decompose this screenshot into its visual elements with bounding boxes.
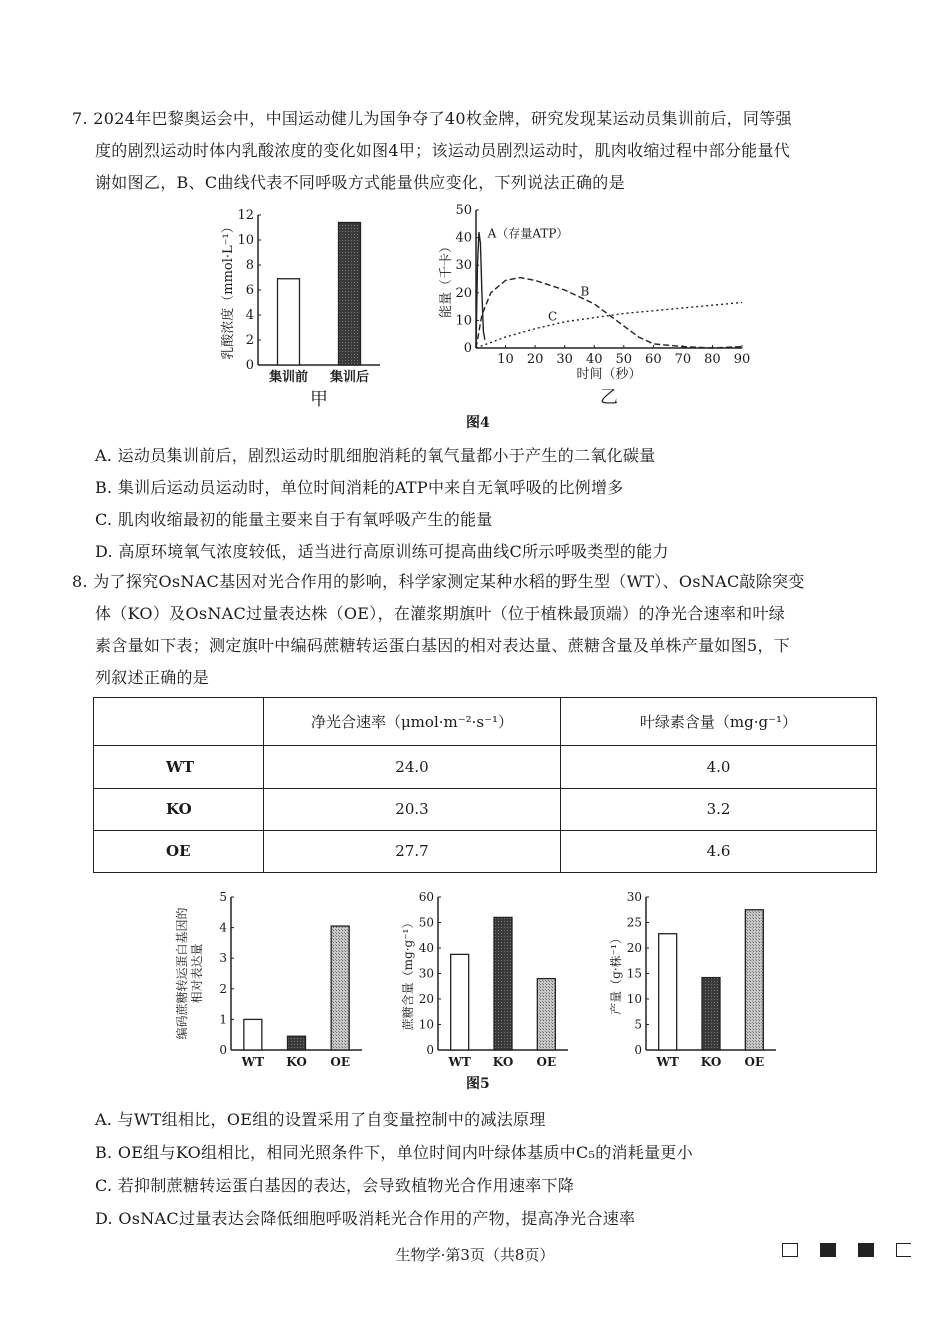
series-label: C — [547, 309, 558, 324]
y-tick-label: 5 — [634, 1017, 642, 1032]
y-tick-label: 0 — [463, 341, 472, 356]
y-tick-label: 20 — [626, 941, 642, 955]
y-axis-label: 能量（千卡） — [439, 239, 454, 319]
x-tick-label: WT — [656, 1055, 679, 1069]
bar-KO — [702, 978, 720, 1050]
x-tick-label: OE — [744, 1055, 765, 1069]
y-axis-label: 编码蔗糖转运蛋白基因的 — [175, 907, 189, 1040]
x-tick-label: 60 — [645, 352, 662, 367]
bar-WT — [659, 934, 677, 1050]
y-tick-label: 10 — [626, 992, 642, 1006]
y-tick-label: 4 — [245, 308, 254, 323]
y-tick-label: 25 — [626, 915, 642, 930]
y-tick-label: 8 — [245, 258, 254, 273]
y-tick-label: 2 — [245, 333, 254, 348]
option-d: D. OsNAC过量表达会降低细胞呼吸消耗光合作用的产物，提高净光合速率 — [95, 1209, 636, 1228]
series-label: A（存量ATP） — [487, 226, 569, 241]
table-cell: KO — [94, 788, 264, 830]
table-cell: 3.2 — [561, 788, 877, 830]
y-tick-label: 20 — [455, 285, 472, 301]
question-text: 列叙述正确的是 — [95, 668, 210, 687]
option-b: B. 集训后运动员运动时，单位时间消耗的ATP中来自无氧呼吸的比例增多 — [95, 478, 624, 497]
y-tick-label: 30 — [626, 890, 642, 904]
page-footer: 生物学·第3页（共8页） — [395, 1246, 555, 1264]
question-text: 7. 2024年巴黎奥运会中，中国运动健儿为国争夺了40枚金牌，研究发现某运动员集训前后，同等强 — [72, 109, 792, 128]
x-tick-label: 10 — [497, 352, 514, 367]
y-tick-label: 4 — [219, 920, 227, 935]
table-header: 叶绿素含量（mg·g⁻¹） — [561, 698, 877, 746]
square-filled-icon — [858, 1243, 874, 1257]
x-tick-label: 30 — [556, 352, 573, 367]
question-text: 8. 为了探究OsNAC基因对光合作用的影响，科学家测定某种水稻的野生型（WT）、OsNAC敲除突变 — [72, 572, 805, 591]
question-text: 素含量如下表；测定旗叶中编码蔗糖转运蛋白基因的相对表达量、蔗糖含量及单株产量如图5，下 — [95, 636, 791, 655]
option-b: B. OE组与KO组相比，相同光照条件下，单位时间内叶绿体基质中C₅的消耗量更小 — [95, 1143, 694, 1162]
option-c: C. 若抑制蔗糖转运蛋白基因的表达，会导致植物光合作用速率下降 — [95, 1176, 575, 1195]
y-tick-label: 0 — [245, 358, 254, 373]
y-tick-label: 2 — [219, 981, 227, 996]
option-c: C. 肌肉收缩最初的能量主要来自于有氧呼吸产生的能量 — [95, 510, 493, 529]
x-tick-label: KO — [492, 1055, 514, 1069]
x-tick-label: WT — [448, 1055, 471, 1069]
y-tick-label: 40 — [418, 941, 434, 955]
y-axis-label: 乳酸浓度（mmol·L⁻¹） — [221, 220, 236, 360]
option-d: D. 高原环境氧气浓度较低，适当进行高原训练可提高曲线C所示呼吸类型的能力 — [95, 542, 669, 561]
y-tick-label: 6 — [245, 283, 254, 298]
question-text: 谢如图乙，B、C曲线代表不同呼吸方式能量供应变化，下列说法正确的是 — [95, 173, 625, 192]
y-tick-label: 50 — [418, 915, 434, 930]
y-tick-label: 50 — [455, 203, 472, 218]
option-a: A. 运动员集训前后，剧烈运动时肌细胞消耗的氧气量都小于产生的二氧化碳量 — [95, 446, 656, 465]
y-tick-label: 30 — [455, 258, 472, 274]
series-label: B — [580, 284, 590, 299]
x-tick-label: OE — [536, 1055, 557, 1069]
table-header: 净光合速率（μmol·m⁻²·s⁻¹） — [264, 698, 561, 746]
x-tick-label: 20 — [526, 352, 544, 367]
y-tick-label: 10 — [418, 1017, 434, 1032]
scan-marks — [782, 1243, 911, 1257]
x-tick-label: KO — [286, 1055, 307, 1069]
y-axis-label: 蔗糖含量（mg·g⁻¹） — [401, 916, 415, 1031]
x-tick-label: 80 — [704, 352, 721, 367]
table-cell: OE — [94, 830, 264, 872]
y-axis-label: 相对表达量 — [190, 943, 204, 1004]
x-tick-label: 40 — [585, 352, 603, 367]
question-text: 度的剧烈运动时体内乳酸浓度的变化如图4甲；该运动员剧烈运动时，肌肉收缩过程中部分能量代 — [95, 141, 791, 160]
y-tick-label: 3 — [219, 951, 227, 966]
x-tick-label: 70 — [674, 352, 692, 367]
square-outline-icon — [782, 1243, 798, 1257]
bar-OE — [745, 910, 763, 1050]
x-tick-label: 50 — [615, 352, 633, 367]
square-filled-icon — [820, 1243, 836, 1257]
figure-caption: 图5 — [466, 1076, 490, 1092]
y-tick-label: 0 — [634, 1043, 642, 1057]
chart-title: 乙 — [600, 387, 618, 408]
x-tick-label: KO — [700, 1055, 722, 1069]
table-cell: 4.6 — [561, 830, 877, 872]
x-tick-label: WT — [241, 1055, 265, 1069]
question-text: 体（KO）及OsNAC过量表达株（OE），在灌浆期旗叶（位于植株最顶端）的净光合速率和叶绿 — [95, 604, 786, 623]
y-tick-label: 40 — [455, 230, 472, 246]
bracket-icon — [896, 1243, 911, 1257]
y-tick-label: 10 — [237, 233, 254, 248]
y-tick-label: 30 — [418, 966, 434, 981]
y-tick-label: 0 — [426, 1043, 434, 1057]
table-cell: 24.0 — [264, 746, 561, 788]
y-tick-label: 1 — [219, 1012, 227, 1027]
table-cell: 27.7 — [264, 830, 561, 872]
x-tick-label: 集训后 — [329, 370, 370, 385]
x-tick-label: 90 — [733, 352, 751, 367]
table-cell: 4.0 — [561, 746, 877, 788]
y-tick-label: 12 — [237, 208, 254, 223]
figure-caption: 图4 — [466, 415, 490, 431]
y-tick-label: 10 — [455, 313, 472, 329]
y-tick-label: 20 — [418, 992, 434, 1006]
x-tick-label: 集训前 — [268, 370, 309, 385]
y-tick-label: 5 — [219, 890, 227, 904]
chart-title: 甲 — [310, 389, 328, 410]
y-tick-label: 15 — [626, 966, 642, 981]
y-tick-label: 0 — [219, 1043, 227, 1057]
x-axis-label: 时间（秒） — [576, 367, 642, 382]
table-cell: 20.3 — [264, 788, 561, 830]
y-axis-label: 产量（g·株⁻¹） — [609, 932, 623, 1015]
x-tick-label: OE — [330, 1055, 350, 1069]
y-tick-label: 60 — [418, 890, 434, 904]
option-a: A. 与WT组相比，OE组的设置采用了自变量控制中的减法原理 — [95, 1110, 546, 1129]
table-cell: WT — [94, 746, 264, 788]
